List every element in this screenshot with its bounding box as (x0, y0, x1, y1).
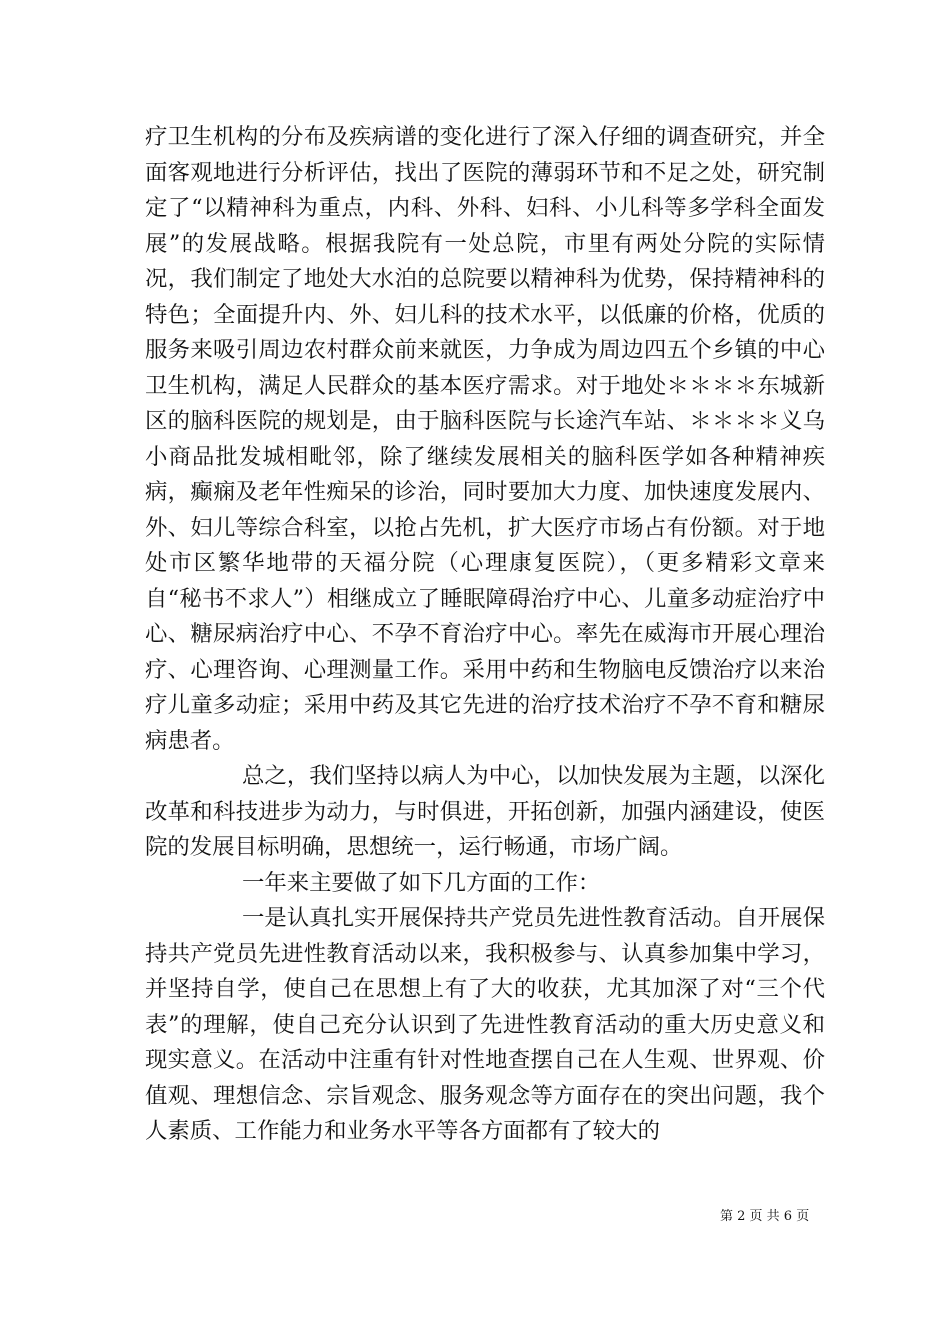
paragraph-continued: 疗卫生机构的分布及疾病谱的变化进行了深入仔细的调查研究，并全面客观地进行分析评估，找出了医院的薄弱环节和不足之处，研究制定了“以精神科为重点，内科、外科、妇科、小儿科等多学科全面发展”的发展战略。根据我院有一处总院，市里有两处分院的实际情况，我们制定了地处大水泊的总院要以精神科为优势，保持精神科的特色；全面提升内、外、妇儿科的技术水平，以低廉的价格，优质的服务来吸引周边农村群众前来就医，力争成为周边四五个乡镇的中心卫生机构，满足人民群众的基本医疗需求。对于地处＊＊＊＊东城新区的脑科医院的规划是，由于脑科医院与长途汽车站、＊＊＊＊义乌小商品批发城相毗邻，除了继续发展相关的脑科医学如各种精神疾病，癫痫及老年性痴呆的诊治，同时要加大力度、加快速度发展内、外、妇儿等综合科室，以抢占先机，扩大医疗市场占有份额。对于地处市区繁华地带的天福分院（心理康复医院），（更多精彩文章来自“秘书不求人”）相继成立了睡眠障碍治疗中心、儿童多动症治疗中心、糖尿病治疗中心、不孕不育治疗中心。率先在威海市开展心理治疗、心理咨询、心理测量工作。采用中药和生物脑电反馈治疗以来治疗儿童多动症；采用中药及其它先进的治疗技术治疗不孕不育和糖尿病患者。 (145, 124, 825, 754)
paragraph-summary: 总之，我们坚持以病人为中心，以加快发展为主题，以深化改革和科技进步为动力，与时俱进，开拓创新，加强内涵建设，使医院的发展目标明确，思想统一，运行畅通，市场广阔。 (145, 763, 825, 860)
paragraph-work-intro: 一年来主要做了如下几方面的工作： (242, 869, 601, 896)
page-number-footer: 第 2 页 共 6 页 (720, 1209, 810, 1224)
document-body (145, 120, 825, 1150)
paragraph-work-item-one: 一是认真扎实开展保持共产党员先进性教育活动。自开展保持共产党员先进性教育活动以来，我积极参与、认真参加集中学习，并坚持自学，使自己在思想上有了大的收获，尤其加深了对“三个代表”的理解，使自己充分认识到了先进性教育活动的重大历史意义和现实意义。在活动中注重有针对性地查摆自己在人生观、世界观、价值观、理想信念、宗旨观念、服务观念等方面存在的突出问题，我个人素质、工作能力和业务水平等各方面都有了较大的 (145, 905, 825, 1144)
